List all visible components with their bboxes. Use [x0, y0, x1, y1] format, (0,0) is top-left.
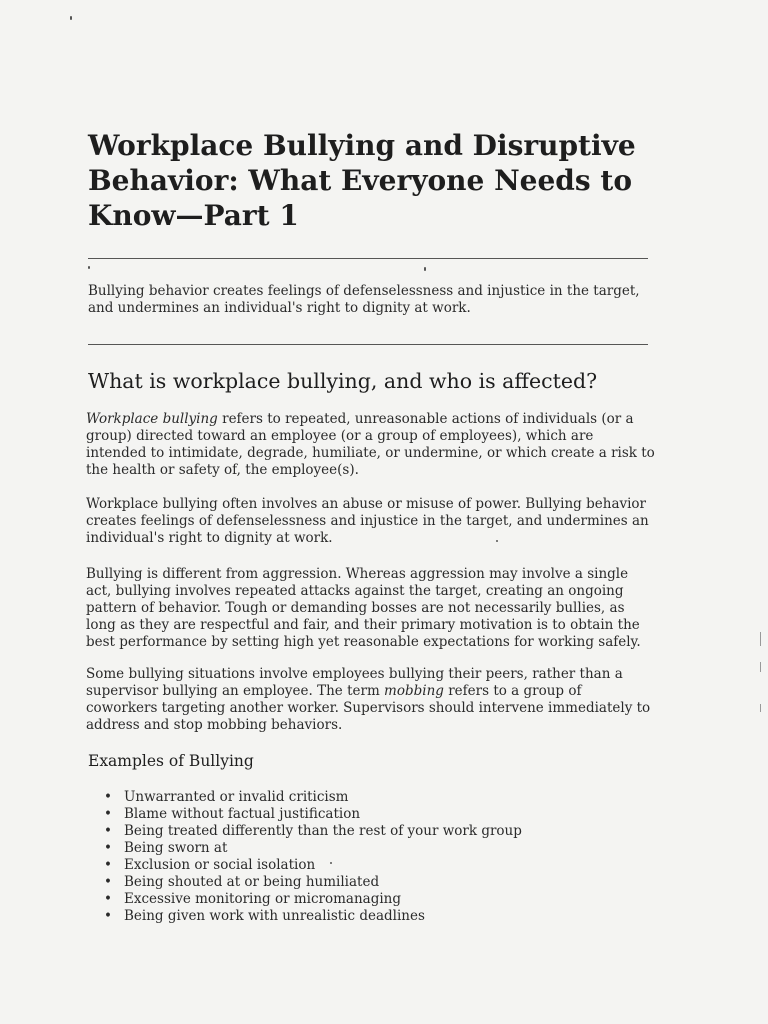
top-divider: [88, 258, 648, 259]
scan-edge-mark: [760, 662, 761, 672]
paragraph-mobbing-after: refers to a group of coworkers targeting another worker. Supervisors should intervene immediately to address and stop mobbing behaviors.: [86, 683, 651, 733]
scan-speck: [424, 267, 426, 271]
list-item: • Being shouted at or being humiliated: [104, 874, 624, 891]
paragraph-definition: [86, 411, 656, 479]
document-title: Workplace Bullying and Disruptive Behavior: What Everyone Needs to Know—Part 1: [88, 129, 636, 232]
section-heading: What is workplace bullying, and who is affected?: [88, 369, 598, 393]
scan-edge-mark: [760, 632, 761, 646]
list-item: • Being given work with unrealistic deadlines: [104, 908, 624, 925]
scan-speck: [88, 266, 90, 269]
paragraph-mobbing-before: Some bullying situations involve employees bullying their peers, rather than a supervisor bullying an employee. The term: [86, 666, 623, 699]
paragraph-mobbing: [86, 666, 656, 734]
scan-edge-mark: [760, 704, 761, 712]
list-item: • Being sworn at: [104, 840, 624, 857]
paragraph-power: Workplace bullying often involves an abuse or misuse of power. Bullying behavior creates feelings of defenselessness and injustice in the target, and undermines an individual's right to dignity at work.: [86, 496, 649, 546]
examples-heading: Examples of Bullying: [88, 752, 254, 770]
scan-speck: [330, 862, 332, 864]
deck-summary: Bullying behavior creates feelings of defenselessness and injustice in the target, and undermines an individual's right to dignity at work.: [88, 283, 640, 316]
list-item: • Exclusion or social isolation: [104, 857, 624, 874]
list-item: • Blame without factual justification: [104, 806, 624, 823]
scan-speck: [70, 16, 72, 20]
term-workplace-bullying: Workplace bullying: [86, 411, 218, 427]
bottom-divider: [88, 344, 648, 345]
list-item: • Excessive monitoring or micromanaging: [104, 891, 624, 908]
scan-speck: [496, 540, 498, 542]
list-item: • Unwarranted or invalid criticism: [104, 789, 624, 806]
term-mobbing: mobbing: [384, 683, 444, 699]
list-item: • Being treated differently than the rest of your work group: [104, 823, 624, 840]
paragraph-aggression: Bullying is different from aggression. Whereas aggression may involve a single act, bullying involves repeated attacks against the target, creating an ongoing pattern of behavior. Tough or demanding bosses are not necessarily bullies, as long as they are respectful and fair, and their primary motivation is to obtain the best performance by setting high yet reasonable expectations for working safely.: [86, 566, 641, 650]
examples-list: [104, 789, 624, 925]
paragraph-definition-text: refers to repeated, unreasonable actions of individuals (or a group) directed toward an employee (or a group of employees), which are intended to intimidate, degrade, humiliate, or undermine, or which create a risk to the health or safety of, the employee(s).: [86, 411, 655, 478]
